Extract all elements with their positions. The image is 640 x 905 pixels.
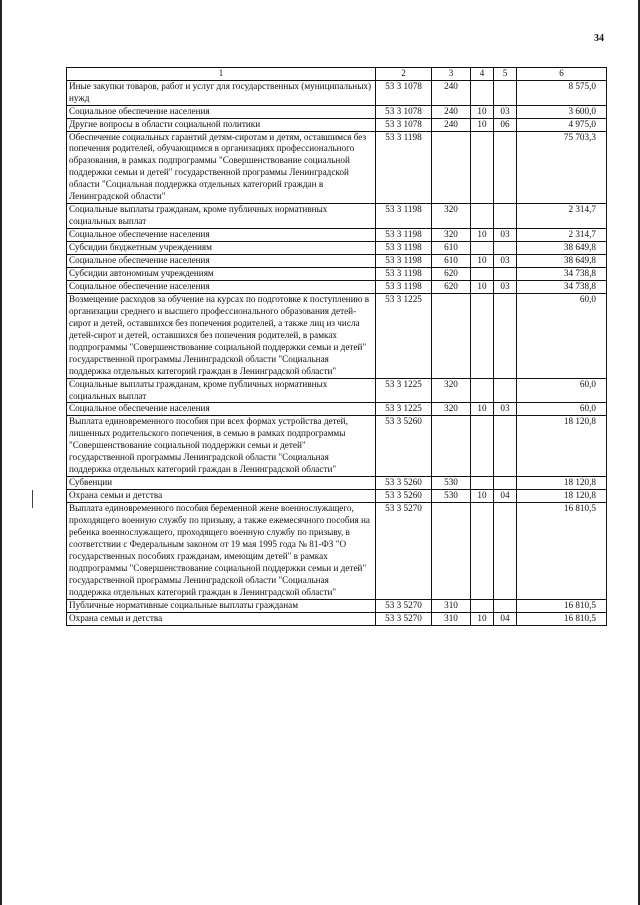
column-number-row <box>67 68 607 81</box>
row-description: Социальное обеспечение населения <box>67 105 376 118</box>
target-article-code: 53 3 1078 <box>376 105 432 118</box>
table-row <box>67 118 607 131</box>
subsection-code: 03 <box>494 280 517 293</box>
column-number: 6 <box>517 68 607 81</box>
subsection-code <box>494 503 517 600</box>
row-description: Выплата единовременного пособия беременной жене военнослужащего, проходящего военную службу по призыву, а также ежемесячного пособия на ребенка военнослужащего, проходящего военную службу по призыву, в соответствии с Федеральным законом от 19 мая 1995 года № 81-ФЗ "О государственных пособиях гражданам, имеющим детей" в рамках подпрограммы "Совершенствование социальной поддержки семьи и детей" государственной программы Ленинградской области "Социальная поддержка отдельных категорий граждан в Ленинградской области" <box>67 503 376 600</box>
row-description: Субсидии автономным учреждениям <box>67 267 376 280</box>
row-description: Другие вопросы в области социальной политики <box>67 118 376 131</box>
row-description: Социальное обеспечение населения <box>67 403 376 416</box>
table-row <box>67 105 607 118</box>
row-description: Охрана семьи и детства <box>67 490 376 503</box>
table-row <box>67 255 607 268</box>
row-description: Публичные нормативные социальные выплаты гражданам <box>67 599 376 612</box>
expense-type-code: 310 <box>432 599 471 612</box>
expense-type-code: 240 <box>432 80 471 105</box>
subsection-code <box>494 599 517 612</box>
scan-left-edge <box>0 0 2 905</box>
section-code <box>471 477 494 490</box>
subsection-code <box>494 267 517 280</box>
expense-type-code: 240 <box>432 105 471 118</box>
target-article-code: 53 3 1198 <box>376 229 432 242</box>
table-row <box>67 416 607 477</box>
budget-table <box>66 67 607 626</box>
section-code: 10 <box>471 105 494 118</box>
target-article-code: 53 3 1078 <box>376 80 432 105</box>
expense-type-code: 320 <box>432 229 471 242</box>
subsection-code <box>494 416 517 477</box>
row-amount: 4 975,0 <box>517 118 607 131</box>
target-article-code: 53 3 1225 <box>376 403 432 416</box>
target-article-code: 53 3 1198 <box>376 255 432 268</box>
row-description: Субвенции <box>67 477 376 490</box>
subsection-code <box>494 131 517 204</box>
subsection-code: 03 <box>494 229 517 242</box>
section-code: 10 <box>471 490 494 503</box>
table-row <box>67 267 607 280</box>
row-amount: 2 314,7 <box>517 229 607 242</box>
target-article-code: 53 3 1198 <box>376 242 432 255</box>
expense-type-code: 620 <box>432 267 471 280</box>
table-row <box>67 204 607 229</box>
target-article-code: 53 3 1225 <box>376 378 432 403</box>
target-article-code: 53 3 1078 <box>376 118 432 131</box>
row-description: Социальное обеспечение населения <box>67 229 376 242</box>
section-code <box>471 378 494 403</box>
table-row <box>67 131 607 204</box>
target-article-code: 53 3 5270 <box>376 599 432 612</box>
expense-type-code <box>432 503 471 600</box>
page-number: 34 <box>594 33 604 44</box>
row-amount: 18 120,8 <box>517 416 607 477</box>
target-article-code: 53 3 5260 <box>376 477 432 490</box>
section-code <box>471 204 494 229</box>
row-amount: 16 810,5 <box>517 599 607 612</box>
expense-type-code: 530 <box>432 477 471 490</box>
target-article-code: 53 3 1198 <box>376 267 432 280</box>
table-row <box>67 599 607 612</box>
section-code <box>471 80 494 105</box>
target-article-code: 53 3 1198 <box>376 280 432 293</box>
section-code <box>471 293 494 378</box>
column-number: 5 <box>494 68 517 81</box>
row-amount: 34 738,8 <box>517 267 607 280</box>
table-row <box>67 80 607 105</box>
table-row <box>67 403 607 416</box>
row-description: Субсидии бюджетным учреждениям <box>67 242 376 255</box>
row-amount: 18 120,8 <box>517 490 607 503</box>
subsection-code: 03 <box>494 105 517 118</box>
expense-type-code: 310 <box>432 612 471 625</box>
section-code: 10 <box>471 118 494 131</box>
section-code <box>471 131 494 204</box>
subsection-code: 04 <box>494 612 517 625</box>
row-amount: 60,0 <box>517 378 607 403</box>
row-description: Охрана семьи и детства <box>67 612 376 625</box>
table-row <box>67 490 607 503</box>
scan-stray-mark <box>32 490 33 508</box>
section-code <box>471 267 494 280</box>
table-row <box>67 242 607 255</box>
column-number: 3 <box>432 68 471 81</box>
subsection-code <box>494 242 517 255</box>
target-article-code: 53 3 5270 <box>376 503 432 600</box>
subsection-code: 06 <box>494 118 517 131</box>
expense-type-code: 320 <box>432 378 471 403</box>
expense-type-code <box>432 416 471 477</box>
row-description: Социальные выплаты гражданам, кроме публичных нормативных социальных выплат <box>67 378 376 403</box>
row-description: Возмещение расходов за обучение на курсах по подготовке к поступлению в организации среднего и высшего профессионального образования детей-сирот и детей, оставшихся без попечения родителей, а также лиц из числа детей-сирот и детей, оставшихся без попечения родителей, в рамках подпрограммы "Совершенствование социальной поддержки семьи и детей" государственной программы Ленинградской области "Социальная поддержка отдельных категорий граждан в Ленинградской области" <box>67 293 376 378</box>
expense-type-code <box>432 131 471 204</box>
expense-type-code: 320 <box>432 403 471 416</box>
row-description: Социальные выплаты гражданам, кроме публичных нормативных социальных выплат <box>67 204 376 229</box>
row-description: Выплата единовременного пособия при всех формах устройства детей, лишенных родительского попечения, в семью в рамках подпрограммы "Совершенствование социальной поддержки семьи и детей" государственной программы Ленинградской области "Социальная поддержка отдельных категорий граждан в Ленинградской области" <box>67 416 376 477</box>
expense-type-code: 530 <box>432 490 471 503</box>
table-row <box>67 229 607 242</box>
column-number: 1 <box>67 68 376 81</box>
row-description: Социальное обеспечение населения <box>67 280 376 293</box>
subsection-code: 03 <box>494 403 517 416</box>
row-amount: 18 120,8 <box>517 477 607 490</box>
table-row <box>67 280 607 293</box>
section-code: 10 <box>471 255 494 268</box>
row-amount: 34 738,8 <box>517 280 607 293</box>
table-row <box>67 378 607 403</box>
section-code <box>471 242 494 255</box>
target-article-code: 53 3 5260 <box>376 416 432 477</box>
row-description: Социальное обеспечение населения <box>67 255 376 268</box>
subsection-code: 03 <box>494 255 517 268</box>
subsection-code <box>494 204 517 229</box>
expense-type-code: 240 <box>432 118 471 131</box>
row-amount: 2 314,7 <box>517 204 607 229</box>
section-code <box>471 599 494 612</box>
subsection-code <box>494 293 517 378</box>
section-code: 10 <box>471 612 494 625</box>
target-article-code: 53 3 5270 <box>376 612 432 625</box>
target-article-code: 53 3 1198 <box>376 131 432 204</box>
target-article-code: 53 3 1225 <box>376 293 432 378</box>
row-description: Иные закупки товаров, работ и услуг для государственных (муниципальных) нужд <box>67 80 376 105</box>
table-row <box>67 477 607 490</box>
expense-type-code: 610 <box>432 255 471 268</box>
row-amount: 60,0 <box>517 293 607 378</box>
row-amount: 16 810,5 <box>517 503 607 600</box>
expense-type-code: 620 <box>432 280 471 293</box>
subsection-code: 04 <box>494 490 517 503</box>
column-number: 2 <box>376 68 432 81</box>
target-article-code: 53 3 1198 <box>376 204 432 229</box>
section-code <box>471 416 494 477</box>
table-row <box>67 503 607 600</box>
table-row <box>67 293 607 378</box>
target-article-code: 53 3 5260 <box>376 490 432 503</box>
row-amount: 60,0 <box>517 403 607 416</box>
subsection-code <box>494 80 517 105</box>
section-code <box>471 503 494 600</box>
column-number: 4 <box>471 68 494 81</box>
table-row <box>67 612 607 625</box>
expense-type-code: 610 <box>432 242 471 255</box>
row-amount: 38 649,8 <box>517 242 607 255</box>
section-code: 10 <box>471 403 494 416</box>
row-amount: 3 600,0 <box>517 105 607 118</box>
row-amount: 8 575,0 <box>517 80 607 105</box>
row-amount: 38 649,8 <box>517 255 607 268</box>
subsection-code <box>494 477 517 490</box>
row-description: Обеспечение социальных гарантий детям-сиротам и детям, оставшимся без попечения родителей, обучающимся в организациях профессионального образования, в рамках подпрограммы "Совершенствование социальной поддержки семьи и детей" государственной программы Ленинградской области "Социальная поддержка отдельных категорий граждан в Ленинградской области" <box>67 131 376 204</box>
expense-type-code: 320 <box>432 204 471 229</box>
row-amount: 16 810,5 <box>517 612 607 625</box>
row-amount: 75 703,3 <box>517 131 607 204</box>
section-code: 10 <box>471 229 494 242</box>
expense-type-code <box>432 293 471 378</box>
section-code: 10 <box>471 280 494 293</box>
subsection-code <box>494 378 517 403</box>
